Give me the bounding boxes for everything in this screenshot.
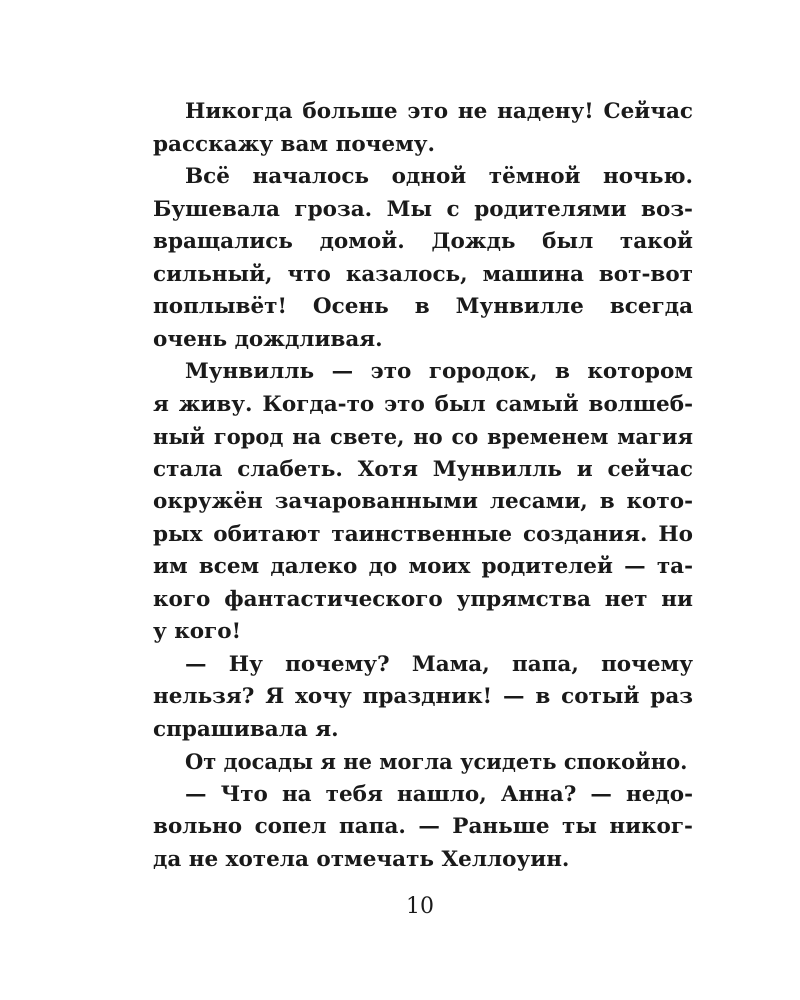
paragraph	[153, 356, 693, 649]
page-number: 10	[406, 894, 434, 919]
text-line: им всем далеко до моих родителей — та-	[153, 554, 693, 579]
paragraph	[153, 779, 693, 877]
text-line: сильный, что казалось, машина вот-вот	[153, 261, 693, 287]
paragraph	[153, 161, 693, 356]
text-line: расскажу вам почему.	[153, 131, 436, 157]
text-line: ный город на свете, но со временем магия	[153, 424, 693, 449]
text-line: я живу. Когда-то это был самый волшеб-	[153, 391, 693, 417]
text-line: — Ну почему? Мама, папа, почему	[185, 651, 693, 677]
text-line: рых обитают таинственные создания. Но	[153, 521, 693, 547]
text-line: вольно сопел папа. — Раньше ты никог-	[153, 814, 693, 839]
text-line: Мунвилль — это городок, в котором	[185, 359, 693, 384]
text-line: Бушевала гроза. Мы с родителями воз-	[153, 196, 693, 222]
paragraph	[153, 96, 693, 161]
text-line: — Что на тебя нашло, Анна? — недо-	[185, 781, 693, 807]
text-line: у кого!	[153, 619, 242, 644]
text-line: От досады я не могла усидеть спокойно.	[185, 749, 688, 774]
text-line: вращались домой. Дождь был такой	[153, 229, 693, 254]
text-line: спрашивала я.	[153, 716, 339, 742]
paragraph	[153, 649, 693, 747]
text-line: Всё началось одной тёмной ночью.	[185, 164, 693, 189]
text-line: нельзя? Я хочу праздник! — в сотый раз	[153, 684, 693, 709]
paragraph	[153, 746, 693, 779]
text-line: окружён зачарованными лесами, в кото-	[153, 489, 693, 514]
text-line: очень дождливая.	[153, 326, 383, 352]
text-line: Никогда больше это не надену! Сейчас	[185, 99, 693, 124]
text-line: да не хотела отмечать Хеллоуин.	[153, 846, 570, 872]
body-text	[153, 96, 693, 876]
text-line: поплывёт! Осень в Мунвилле всегда	[153, 294, 693, 319]
text-line: кого фантастического упрямства нет ни	[153, 586, 693, 612]
text-line: стала слабеть. Хотя Мунвилль и сейчас	[153, 456, 693, 482]
